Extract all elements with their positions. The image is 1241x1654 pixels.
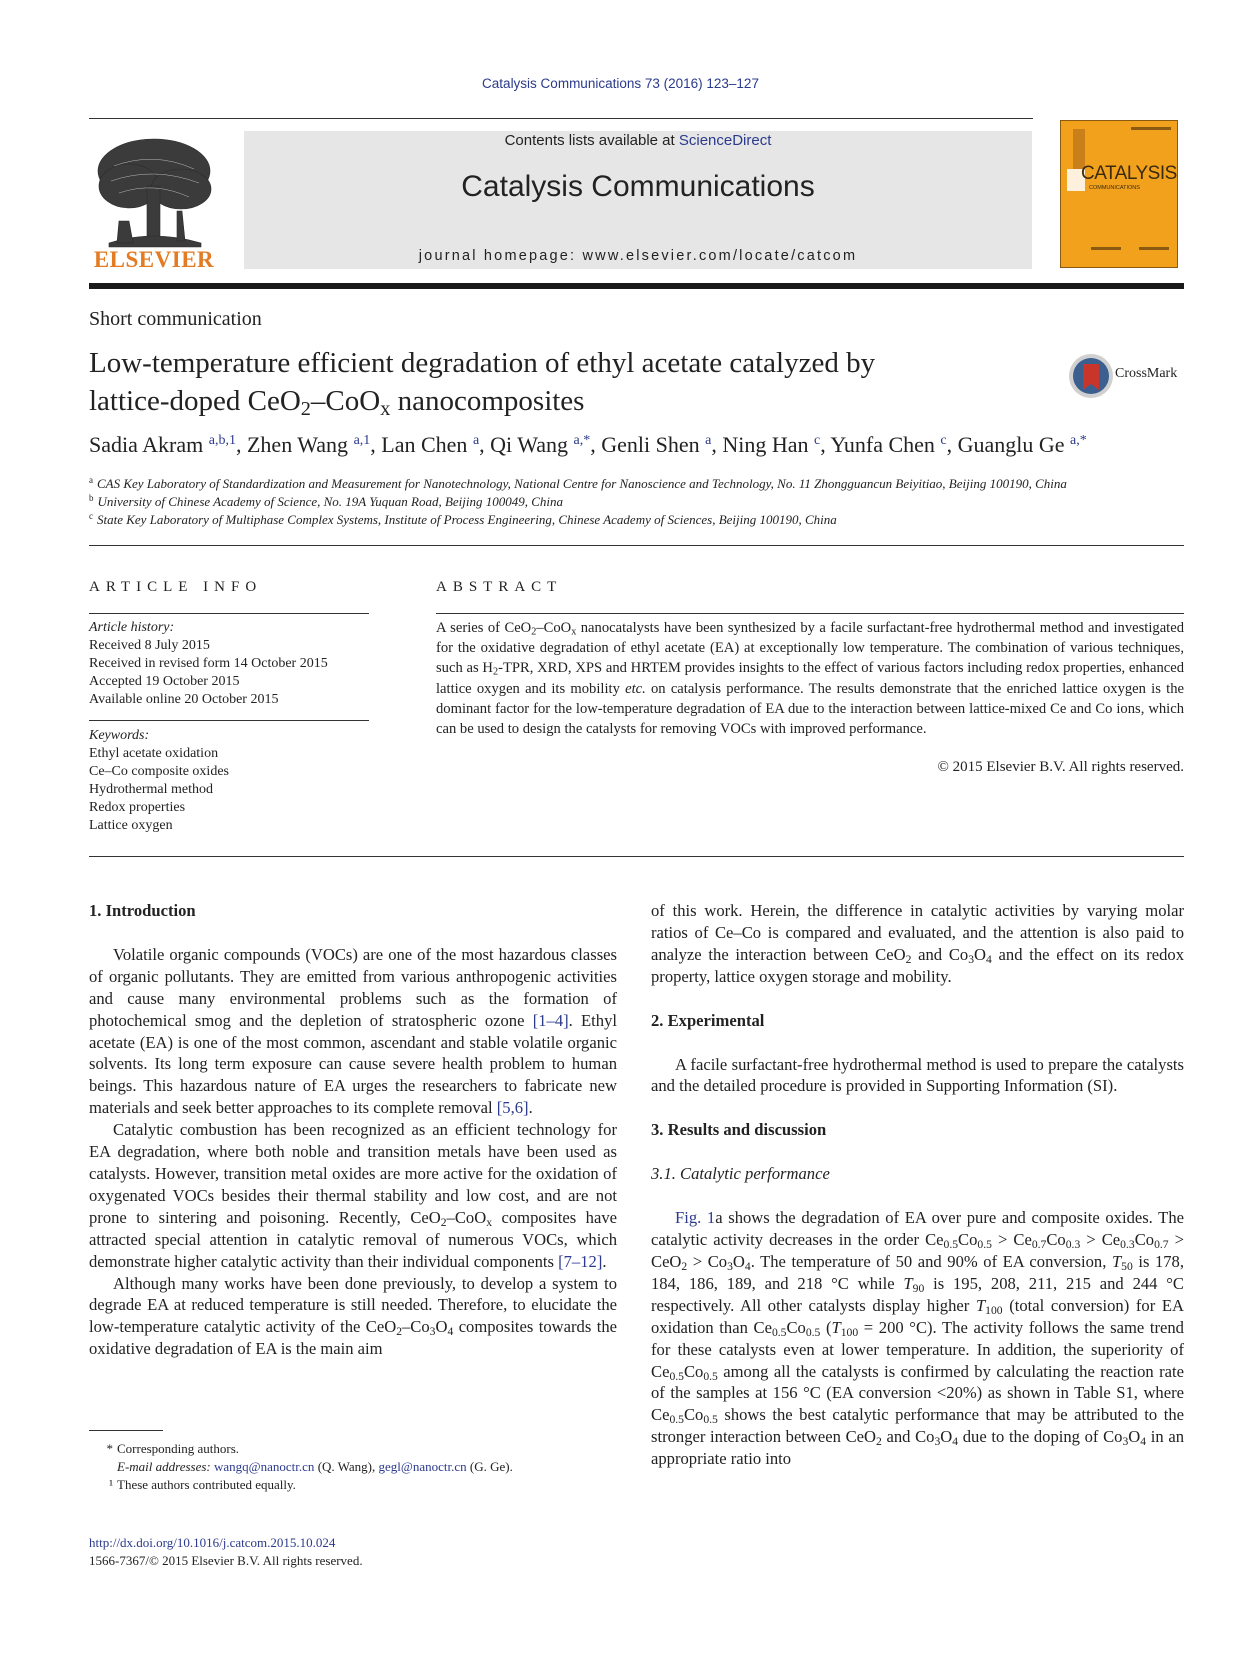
keywords-rule [89,720,369,721]
keyword: Ethyl acetate oxidation [89,746,219,761]
article-info-rule [89,613,369,614]
article-info-heading: ARTICLE INFO [89,579,263,595]
homepage-prefix: journal homepage: [418,248,583,264]
article-history-label: Article history: [89,620,175,635]
author-separator: , [946,432,958,457]
body-column-left [89,900,617,1360]
cover-title: CATALYSIS [1081,163,1177,184]
figure-link[interactable]: Fig. 1 [675,1208,716,1228]
footnote [89,1440,609,1458]
footnotes [89,1440,609,1494]
author-affiliation-mark[interactable]: a,1 [353,433,371,448]
author-affiliation-mark[interactable]: a,b,1 [208,433,236,448]
keyword: Lattice oxygen [89,818,173,833]
title-part: –CoO [310,385,381,417]
journal-cover-thumbnail[interactable] [1060,120,1178,268]
abstract-copyright: © 2015 Elsevier B.V. All rights reserved. [937,759,1184,775]
affiliation [89,494,1189,510]
footnote-rule [89,1430,163,1431]
history-item: Available online 20 October 2015 [89,692,279,707]
author-name[interactable]: Lan Chen [381,432,468,457]
footnote-text: (Q. Wang), [314,1459,379,1474]
doi-link[interactable]: http://dx.doi.org/10.1016/j.catcom.2015.10.024 [89,1535,336,1550]
citation-link[interactable]: [5,6] [496,1098,529,1118]
history-item: Received 8 July 2015 [89,638,210,653]
body-column-right [651,900,1184,1470]
article-type: Short communication [89,308,262,330]
paragraph: Catalytic combustion has been recognized as an efficient technology for EA degradation, where both noble and transition metals have been used as catalysts. However, transition metal oxides are more active for the oxidation of oxygenated VOCs besides their thermal stability and low cost, and are not prone to sintering and poisoning. Recently, CeO$_2$–CoO$_x$ composites have attracted special attention in catalytic removal of numerous VOCs, which demonstrate higher catalytic activity than their individual components [7–12]. [89,1120,617,1271]
contents-prefix: Contents lists available at [504,132,679,149]
asterisk-icon: * [106,1441,113,1456]
paragraph: Volatile organic compounds (VOCs) are one of the most hazardous classes of organic pollutants. They are emitted from various anthropogenic activities and cause many environmental problems such as the formation of photochemical smog and the depletion of stratospheric ozone [1–4]. Ethyl acetate (EA) is one of the most common, ascendant and stable volatile organic solvents. Its long term exposure can cause severe health problem to human beings. This hazardous nature of EA urges the researchers to fabricate new materials and seek better approaches to its complete removal [5,6]. [89,944,617,1118]
crossmark-label[interactable]: CrossMark [1115,366,1178,381]
keywords-label: Keywords: [89,728,150,743]
cover-artwork [1061,121,1178,268]
author-name[interactable]: Sadia Akram [89,432,204,457]
author-separator: , [590,432,602,457]
abstract-heading: ABSTRACT [436,579,563,595]
affiliation-text: CAS Key Laboratory of Standardization and Measurement for Nanotechnology, National Centre for Nanoscience and Technology, No. 11 Zhongguancun Beiyitiao, Beijing 100190, China [97,476,1067,491]
author-separator: , [235,432,247,457]
author-separator: , [479,432,491,457]
subsection-heading: 3.1. Catalytic performance [651,1164,830,1184]
journal-title: Catalysis Communications [461,170,815,203]
elsevier-wordmark: ELSEVIER [93,247,215,272]
header-rule-top [89,118,1033,119]
cover-subtitle: COMMUNICATIONS [1089,185,1140,191]
paragraph: Fig. 1a shows the degradation of EA over pure and composite oxides. The catalytic activity decreases in the order $Ce_{0.5}Co_{0.5} > Ce_{0.7}Co_{0.3} > Ce_{0.3}Co_{0.7} > CeO_2 > Co_3O_4$. The temperature of 50 and 90% of EA conversion, $T_{50}$ is 178, 184, 186, 189, and 218 °C while $T_{90}$ is 195, 208, 211, 215 and 244 °C respectively. All other catalysts display higher $T_{100}$ (total conversion) for EA oxidation than $Ce_{0.5}Co_{0.5}$ ($T_{100} = 200$ °C). The activity follows the same trend for these catalysts even at lower temperature. In addition, the superiority of $Ce_{0.5}Co_{0.5}$ among all the catalysts is confirmed by calculating the reaction rate of the samples at 156 °C (EA conversion <20%) as shown in Table S1, where $Ce_{0.5}Co_{0.5}$ shows the best catalytic performance that may be attributed to the stronger interaction between CeO$_2$ and $Co_3O_4$ due to the doping of $Co_3O_4$ in an appropriate ratio into [651,1208,1185,1469]
affiliation [89,476,1189,492]
journal-homepage [244,248,1032,264]
affiliation-text: State Key Laboratory of Multiphase Complex Systems, Institute of Process Engineering, Chinese Academy of Sciences, Beijing 100190, China [97,512,837,527]
author-name[interactable]: Guanglu Ge [957,432,1065,457]
author-separator: , [820,432,831,457]
title-part: lattice-doped CeO [89,385,301,417]
email-link[interactable]: gegl@nanoctr.cn [378,1459,467,1474]
author-affiliation-mark[interactable]: a [705,433,712,448]
homepage-url[interactable]: www.elsevier.com/locate/catcom [582,248,858,264]
section-heading: 2. Experimental [651,1010,765,1030]
email-label: E-mail addresses: [117,1459,215,1474]
paragraph: A facile surfactant-free hydrothermal method is used to prepare the catalysts and the detailed procedure is provided in Supporting Information (SI). [651,1054,1184,1096]
author-affiliation-mark[interactable]: a,* [573,433,591,448]
footnote [89,1458,609,1476]
author-affiliation-mark[interactable]: a [472,433,480,448]
history-item: Received in revised form 14 October 2015 [89,656,328,671]
title-line-1: Low-temperature efficient degradation of ethyl acetate catalyzed by [89,347,876,379]
citation-link[interactable]: [1–4] [532,1010,569,1030]
keyword: Hydrothermal method [89,782,214,797]
title-part: nanocomposites [390,385,585,417]
header-rule-thick [89,283,1184,289]
footnote [89,1476,609,1494]
footnote-text: These authors contributed equally. [117,1477,296,1492]
keyword: Ce–Co composite oxides [89,764,229,779]
crossmark-icon[interactable] [1068,353,1114,399]
title-subscript: x [380,398,391,421]
affiliation [89,512,1189,528]
affiliation-mark: a [89,475,93,485]
author-affiliation-mark[interactable]: c [940,433,947,448]
author-separator: , [370,432,382,457]
affiliation-rule [89,545,1184,546]
title-subscript: 2 [300,398,311,421]
contents-line [244,132,1032,149]
section-heading: 3. Results and discussion [651,1120,827,1140]
footnote-text: Corresponding authors. [117,1441,240,1456]
email-link[interactable]: wangq@nanoctr.cn [214,1459,315,1474]
keyword: Redox properties [89,800,186,815]
author-name[interactable]: Qi Wang [490,432,569,457]
paragraph: Although many works have been done previously, to develop a system to degrade EA at reduced temperature is still needed. Therefore, to elucidate the low-temperature catalytic activity of the $CeO_2-Co_3O_4$ composites towards the oxidative degradation of EA is the main aim [89,1273,617,1359]
author-name[interactable]: Yunfa Chen [830,432,935,457]
author-name[interactable]: Zhen Wang [246,432,349,457]
author-affiliation-mark[interactable]: a,* [1070,433,1087,448]
author-name[interactable]: Ning Han [722,432,809,457]
footnote-mark: ¹ [109,1477,113,1492]
journal-reference[interactable]: Catalysis Communications 73 (2016) 123–127 [482,76,759,91]
abstract-body: A series of CeO$_2$–CoO$_x$ nanocatalysts have been synthesized by a facile surfactant-free hydrothermal method and investigated for the oxidative degradation of ethyl acetate (EA) at exceptionally low temperature. The combination of various techniques, such as $H_2$-TPR, XRD, XPS and HRTEM provides insights to the effect of various factors including redox properties, enhanced lattice oxygen and its mobility etc. on catalysis performance. The results demonstrate that the enriched lattice oxygen is the dominant factor for the low-temperature degradation of EA due to the interaction between lattice-mixed Ce and Co ions, which can be used to design the catalysts for removing VOCs with improved performance. [436,620,1184,738]
author-separator: , [711,432,723,457]
sciencedirect-link[interactable]: ScienceDirect [678,132,772,149]
author-list [89,432,1189,458]
section-heading: 1. Introduction [89,901,196,920]
article-title [89,344,1029,420]
abstract-rule [436,613,1184,614]
affiliation-text: University of Chinese Academy of Science, No. 19A Yuquan Road, Beijing 100049, China [97,494,564,509]
paragraph: of this work. Herein, the difference in catalytic activities by varying molar ratios of Ce–Co is compared and evaluated, and the attention is also paid to analyze the interaction between CeO$_2$ and $Co_3O_4$ and the effect on its redox property, lattice oxygen storage and mobility. [651,901,1184,986]
footnote-text: (G. Ge). [466,1459,513,1474]
author-affiliation-mark[interactable]: c [814,433,821,448]
issn-copyright: 1566-7367/© 2015 Elsevier B.V. All rights reserved. [89,1553,363,1568]
affiliation-mark: b [89,493,94,503]
abstract-bottom-rule [89,856,1184,857]
affiliation-mark: c [89,511,93,521]
author-name[interactable]: Genli Shen [601,432,700,457]
history-item: Accepted 19 October 2015 [89,674,240,689]
citation-link[interactable]: [7–12] [558,1251,603,1271]
